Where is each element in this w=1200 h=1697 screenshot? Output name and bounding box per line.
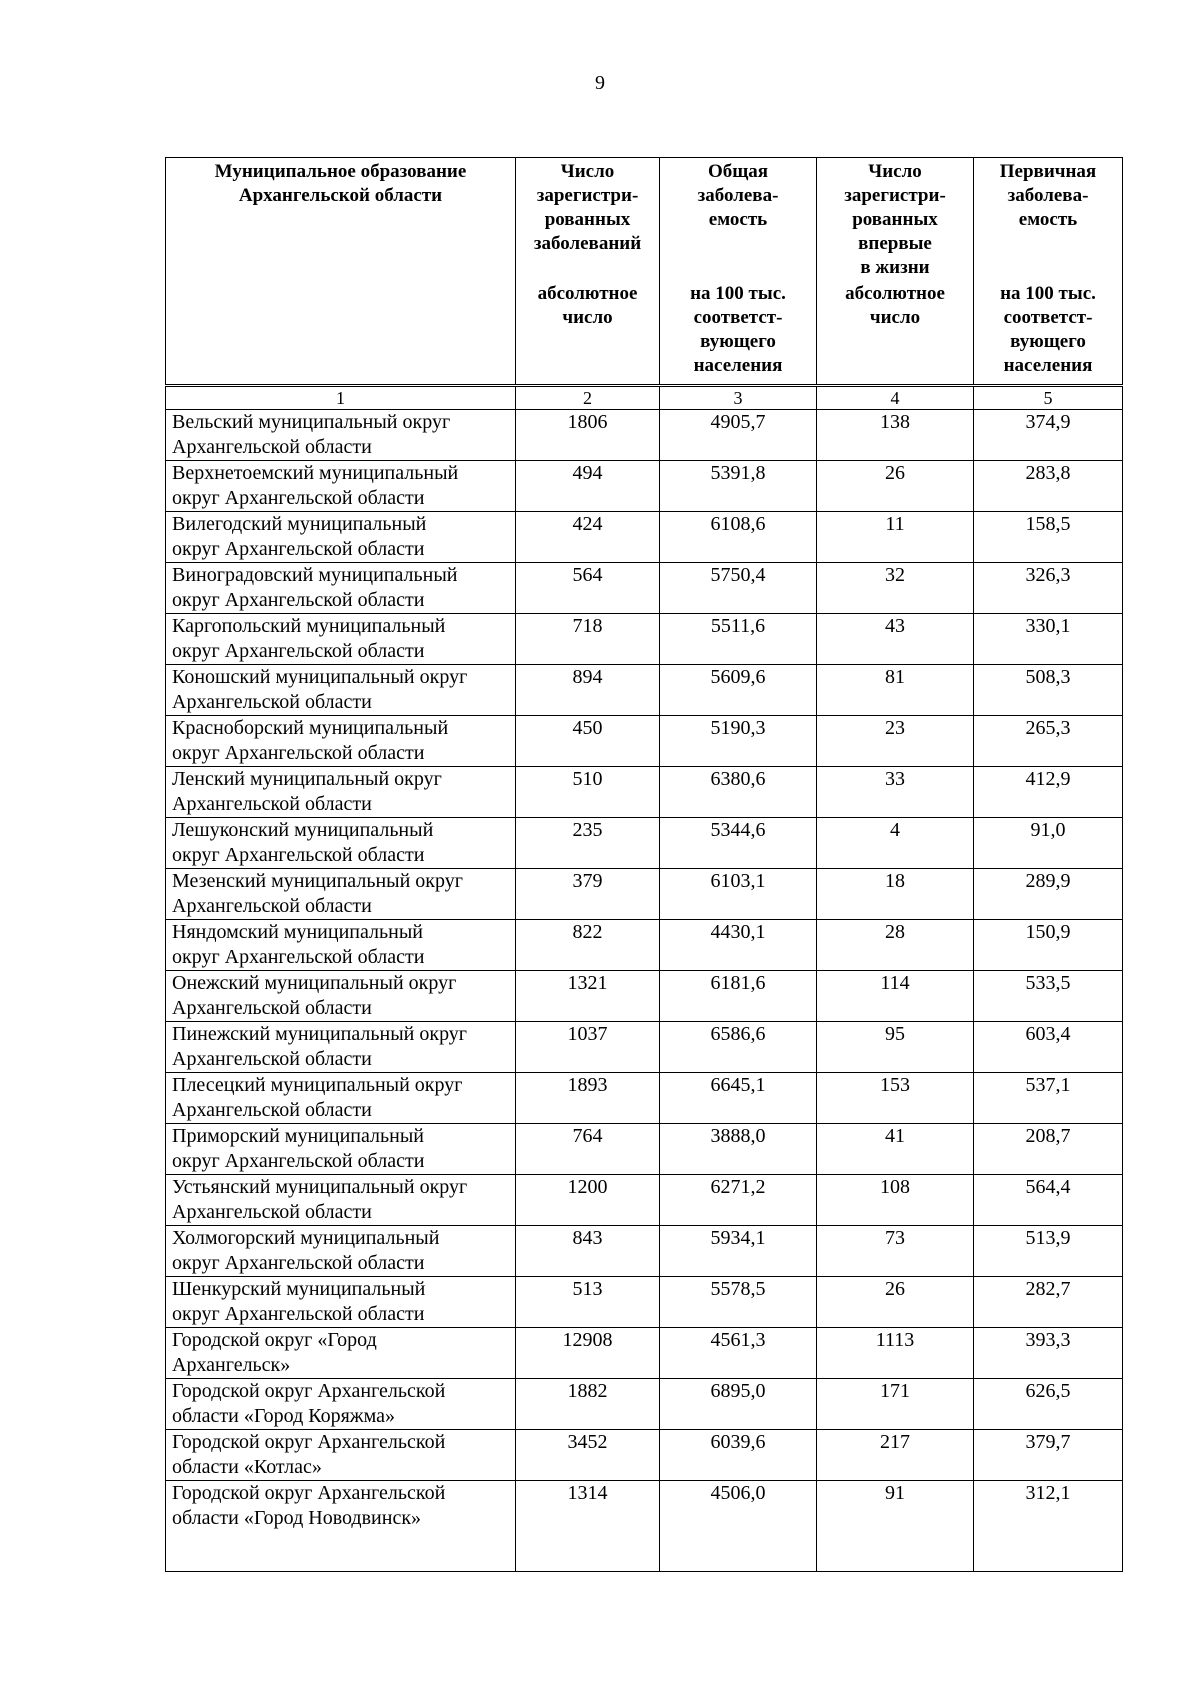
first-time-cases-value: 81 (817, 665, 974, 716)
municipality-name (166, 1481, 516, 1572)
text-line: абсолютное (537, 283, 638, 304)
general-morbidity-value: 5511,6 (660, 614, 817, 665)
subheader-per-100k-2 (974, 280, 1123, 386)
text-line: на 100 тыс. (690, 283, 786, 304)
text-line: Приморский муниципальный (172, 1125, 424, 1147)
first-time-cases-value: 32 (817, 563, 974, 614)
registered-cases-value: 450 (516, 716, 660, 767)
municipality-name (166, 1175, 516, 1226)
primary-morbidity-value: 379,7 (974, 1430, 1123, 1481)
primary-morbidity-value: 412,9 (974, 767, 1123, 818)
text-line: населения (693, 355, 783, 376)
municipality-name (166, 563, 516, 614)
table-row (166, 614, 1123, 665)
general-morbidity-value: 5344,6 (660, 818, 817, 869)
header-row (166, 158, 1123, 281)
first-time-cases-value: 138 (817, 410, 974, 461)
text-line: Плесецкий муниципальный округ (172, 1074, 463, 1096)
table-row (166, 1124, 1123, 1175)
first-time-cases-value: 11 (817, 512, 974, 563)
general-morbidity-value: 4561,3 (660, 1328, 817, 1379)
first-time-cases-value: 4 (817, 818, 974, 869)
column-number: 1 (166, 386, 516, 410)
text-line: Красноборский муниципальный (172, 717, 449, 739)
registered-cases-value: 564 (516, 563, 660, 614)
table-row (166, 563, 1123, 614)
text-line: Архангельск» (172, 1354, 291, 1376)
general-morbidity-value: 5190,3 (660, 716, 817, 767)
text-line: населения (1003, 355, 1093, 376)
text-line: Устьянский муниципальный округ (172, 1176, 468, 1198)
registered-cases-value: 1037 (516, 1022, 660, 1073)
text-line: соответст- (1003, 307, 1093, 328)
text-line: заболева- (697, 185, 779, 206)
text-line: Архангельской области (172, 436, 372, 458)
first-time-cases-value: 153 (817, 1073, 974, 1124)
registered-cases-value: 510 (516, 767, 660, 818)
primary-morbidity-value: 564,4 (974, 1175, 1123, 1226)
text-line: области «Город Новодвинск» (172, 1507, 422, 1529)
primary-morbidity-value: 330,1 (974, 614, 1123, 665)
first-time-cases-value: 108 (817, 1175, 974, 1226)
table-row (166, 1175, 1123, 1226)
header-primary-morbidity (974, 158, 1123, 281)
primary-morbidity-value: 312,1 (974, 1481, 1123, 1572)
text-line: Число (868, 161, 922, 182)
registered-cases-value: 1314 (516, 1481, 660, 1572)
general-morbidity-value: 5750,4 (660, 563, 817, 614)
text-line: рованных (852, 209, 938, 230)
registered-cases-value: 894 (516, 665, 660, 716)
text-line: заболеваний (533, 233, 642, 254)
text-line: Архангельской области (172, 1099, 372, 1121)
registered-cases-value: 822 (516, 920, 660, 971)
table-row (166, 1226, 1123, 1277)
municipality-name (166, 512, 516, 563)
general-morbidity-value: 5578,5 (660, 1277, 817, 1328)
municipality-name (166, 614, 516, 665)
text-line: емость (708, 209, 768, 230)
primary-morbidity-value: 150,9 (974, 920, 1123, 971)
text-line: заболева- (1007, 185, 1089, 206)
municipality-name (166, 920, 516, 971)
registered-cases-value: 1200 (516, 1175, 660, 1226)
municipality-name (166, 971, 516, 1022)
text-line: Общая (707, 161, 769, 182)
primary-morbidity-value: 283,8 (974, 461, 1123, 512)
general-morbidity-value: 3888,0 (660, 1124, 817, 1175)
table-row (166, 1430, 1123, 1481)
first-time-cases-value: 171 (817, 1379, 974, 1430)
subheader-per-100k-1 (660, 280, 817, 386)
text-line: Архангельской области (172, 997, 372, 1019)
general-morbidity-value: 4506,0 (660, 1481, 817, 1572)
text-line: вующего (700, 331, 776, 352)
table-row (166, 716, 1123, 767)
general-morbidity-value: 6039,6 (660, 1430, 817, 1481)
general-morbidity-value: 4905,7 (660, 410, 817, 461)
text-line: впервые (858, 233, 932, 254)
municipality-name (166, 818, 516, 869)
municipality-name (166, 1073, 516, 1124)
text-line: Городской округ Архангельской (172, 1380, 446, 1402)
text-line: абсолютное (845, 283, 945, 304)
first-time-cases-value: 43 (817, 614, 974, 665)
text-line: вующего (1010, 331, 1086, 352)
text-line: Холмогорский муниципальный (172, 1227, 440, 1249)
primary-morbidity-value: 537,1 (974, 1073, 1123, 1124)
table-row (166, 1481, 1123, 1572)
municipality-name (166, 1124, 516, 1175)
first-time-cases-value: 23 (817, 716, 974, 767)
first-time-cases-value: 28 (817, 920, 974, 971)
subheader-absolute-1 (516, 280, 660, 386)
table-row (166, 767, 1123, 818)
primary-morbidity-value: 603,4 (974, 1022, 1123, 1073)
text-line: число (562, 307, 613, 328)
text-line: Архангельской области (238, 185, 443, 206)
registered-cases-value: 379 (516, 869, 660, 920)
registered-cases-value: 1806 (516, 410, 660, 461)
general-morbidity-value: 5934,1 (660, 1226, 817, 1277)
first-time-cases-value: 95 (817, 1022, 974, 1073)
first-time-cases-value: 41 (817, 1124, 974, 1175)
text-line: емость (1018, 209, 1078, 230)
header-first-time-cases (817, 158, 974, 281)
table-row (166, 512, 1123, 563)
registered-cases-value: 3452 (516, 1430, 660, 1481)
text-line: Вельский муниципальный округ (172, 411, 451, 433)
text-line: округ Архангельской области (172, 1252, 425, 1274)
column-number: 3 (660, 386, 817, 410)
municipality-name (166, 1430, 516, 1481)
text-line: Вилегодский муниципальный (172, 513, 427, 535)
general-morbidity-value: 6586,6 (660, 1022, 817, 1073)
registered-cases-value: 12908 (516, 1328, 660, 1379)
general-morbidity-value: 6271,2 (660, 1175, 817, 1226)
registered-cases-value: 1893 (516, 1073, 660, 1124)
text-line: Виноградовский муниципальный (172, 564, 458, 586)
primary-morbidity-value: 626,5 (974, 1379, 1123, 1430)
primary-morbidity-value: 282,7 (974, 1277, 1123, 1328)
text-line: области «Город Коряжма» (172, 1405, 396, 1427)
text-line: зарегистри- (844, 185, 946, 206)
text-line: Архангельской области (172, 691, 372, 713)
primary-morbidity-value: 533,5 (974, 971, 1123, 1022)
text-line: Няндомский муниципальный (172, 921, 423, 943)
text-line: Число (560, 161, 615, 182)
text-line: округ Архангельской области (172, 946, 425, 968)
table-row (166, 1022, 1123, 1073)
municipality-name (166, 461, 516, 512)
text-line: Коношский муниципальный округ (172, 666, 468, 688)
registered-cases-value: 513 (516, 1277, 660, 1328)
text-line: округ Архангельской области (172, 538, 425, 560)
general-morbidity-value: 6181,6 (660, 971, 817, 1022)
table-row (166, 461, 1123, 512)
first-time-cases-value: 73 (817, 1226, 974, 1277)
text-line: Городской округ Архангельской (172, 1482, 446, 1504)
text-line: округ Архангельской области (172, 487, 425, 509)
header-general-morbidity (660, 158, 817, 281)
text-line: округ Архангельской области (172, 844, 425, 866)
text-line: Городской округ «Город (172, 1329, 377, 1351)
general-morbidity-value: 5391,8 (660, 461, 817, 512)
header-registered-cases (516, 158, 660, 281)
municipality-name (166, 1226, 516, 1277)
text-line: Верхнетоемский муниципальный (172, 462, 459, 484)
table-row (166, 1328, 1123, 1379)
municipality-name (166, 410, 516, 461)
first-time-cases-value: 1113 (817, 1328, 974, 1379)
municipality-name (166, 1328, 516, 1379)
general-morbidity-value: 6645,1 (660, 1073, 817, 1124)
primary-morbidity-value: 508,3 (974, 665, 1123, 716)
text-line: округ Архангельской области (172, 589, 425, 611)
column-number: 2 (516, 386, 660, 410)
subheader-absolute-2 (817, 280, 974, 386)
general-morbidity-value: 5609,6 (660, 665, 817, 716)
table-row (166, 818, 1123, 869)
table-row (166, 410, 1123, 461)
primary-morbidity-value: 91,0 (974, 818, 1123, 869)
primary-morbidity-value: 374,9 (974, 410, 1123, 461)
header-municipality (166, 158, 516, 386)
text-line: Архангельской области (172, 793, 372, 815)
text-line: Мезенский муниципальный округ (172, 870, 463, 892)
table-row (166, 971, 1123, 1022)
general-morbidity-value: 6380,6 (660, 767, 817, 818)
first-time-cases-value: 26 (817, 461, 974, 512)
general-morbidity-value: 6103,1 (660, 869, 817, 920)
table-row (166, 665, 1123, 716)
text-line: Архангельской области (172, 1201, 372, 1223)
column-number-row (166, 386, 1123, 410)
text-line: Онежский муниципальный округ (172, 972, 457, 994)
municipality-name (166, 1379, 516, 1430)
text-line: соответст- (693, 307, 783, 328)
text-line: округ Архангельской области (172, 742, 425, 764)
registered-cases-value: 494 (516, 461, 660, 512)
municipality-name (166, 1277, 516, 1328)
text-line: Муниципальное образование (214, 161, 467, 182)
first-time-cases-value: 33 (817, 767, 974, 818)
text-line: Архангельской области (172, 895, 372, 917)
text-line: округ Архангельской области (172, 1303, 425, 1325)
text-line: на 100 тыс. (1000, 283, 1096, 304)
primary-morbidity-value: 326,3 (974, 563, 1123, 614)
general-morbidity-value: 6108,6 (660, 512, 817, 563)
text-line: округ Архангельской области (172, 640, 425, 662)
text-line: Пинежский муниципальный округ (172, 1023, 468, 1045)
text-line: число (869, 307, 921, 328)
text-line: Каргопольский муниципальный (172, 615, 446, 637)
registered-cases-value: 718 (516, 614, 660, 665)
primary-morbidity-value: 393,3 (974, 1328, 1123, 1379)
text-line: области «Котлас» (172, 1456, 322, 1478)
text-line: Городской округ Архангельской (172, 1431, 446, 1453)
first-time-cases-value: 26 (817, 1277, 974, 1328)
column-number: 4 (817, 386, 974, 410)
table-row (166, 1277, 1123, 1328)
text-line: Первичная (999, 161, 1097, 182)
morbidity-table (165, 157, 1123, 1572)
table-row (166, 1073, 1123, 1124)
first-time-cases-value: 217 (817, 1430, 974, 1481)
general-morbidity-value: 6895,0 (660, 1379, 817, 1430)
table-row (166, 1379, 1123, 1430)
text-line: зарегистри- (536, 185, 639, 206)
registered-cases-value: 424 (516, 512, 660, 563)
municipality-name (166, 1022, 516, 1073)
primary-morbidity-value: 289,9 (974, 869, 1123, 920)
registered-cases-value: 843 (516, 1226, 660, 1277)
text-line: Лешуконский муниципальный (172, 819, 434, 841)
table-row (166, 869, 1123, 920)
primary-morbidity-value: 513,9 (974, 1226, 1123, 1277)
municipality-name (166, 665, 516, 716)
general-morbidity-value: 4430,1 (660, 920, 817, 971)
registered-cases-value: 764 (516, 1124, 660, 1175)
text-line: Шенкурский муниципальный (172, 1278, 426, 1300)
text-line: Ленский муниципальный округ (172, 768, 442, 790)
page-number: 9 (595, 72, 605, 94)
primary-morbidity-value: 265,3 (974, 716, 1123, 767)
municipality-name (166, 716, 516, 767)
table-row (166, 920, 1123, 971)
text-line: округ Архангельской области (172, 1150, 425, 1172)
registered-cases-value: 1321 (516, 971, 660, 1022)
text-line: в жизни (860, 257, 930, 278)
first-time-cases-value: 114 (817, 971, 974, 1022)
municipality-name (166, 869, 516, 920)
primary-morbidity-value: 158,5 (974, 512, 1123, 563)
registered-cases-value: 1882 (516, 1379, 660, 1430)
first-time-cases-value: 18 (817, 869, 974, 920)
first-time-cases-value: 91 (817, 1481, 974, 1572)
column-number: 5 (974, 386, 1123, 410)
primary-morbidity-value: 208,7 (974, 1124, 1123, 1175)
text-line: Архангельской области (172, 1048, 372, 1070)
registered-cases-value: 235 (516, 818, 660, 869)
municipality-name (166, 767, 516, 818)
text-line: рованных (544, 209, 631, 230)
